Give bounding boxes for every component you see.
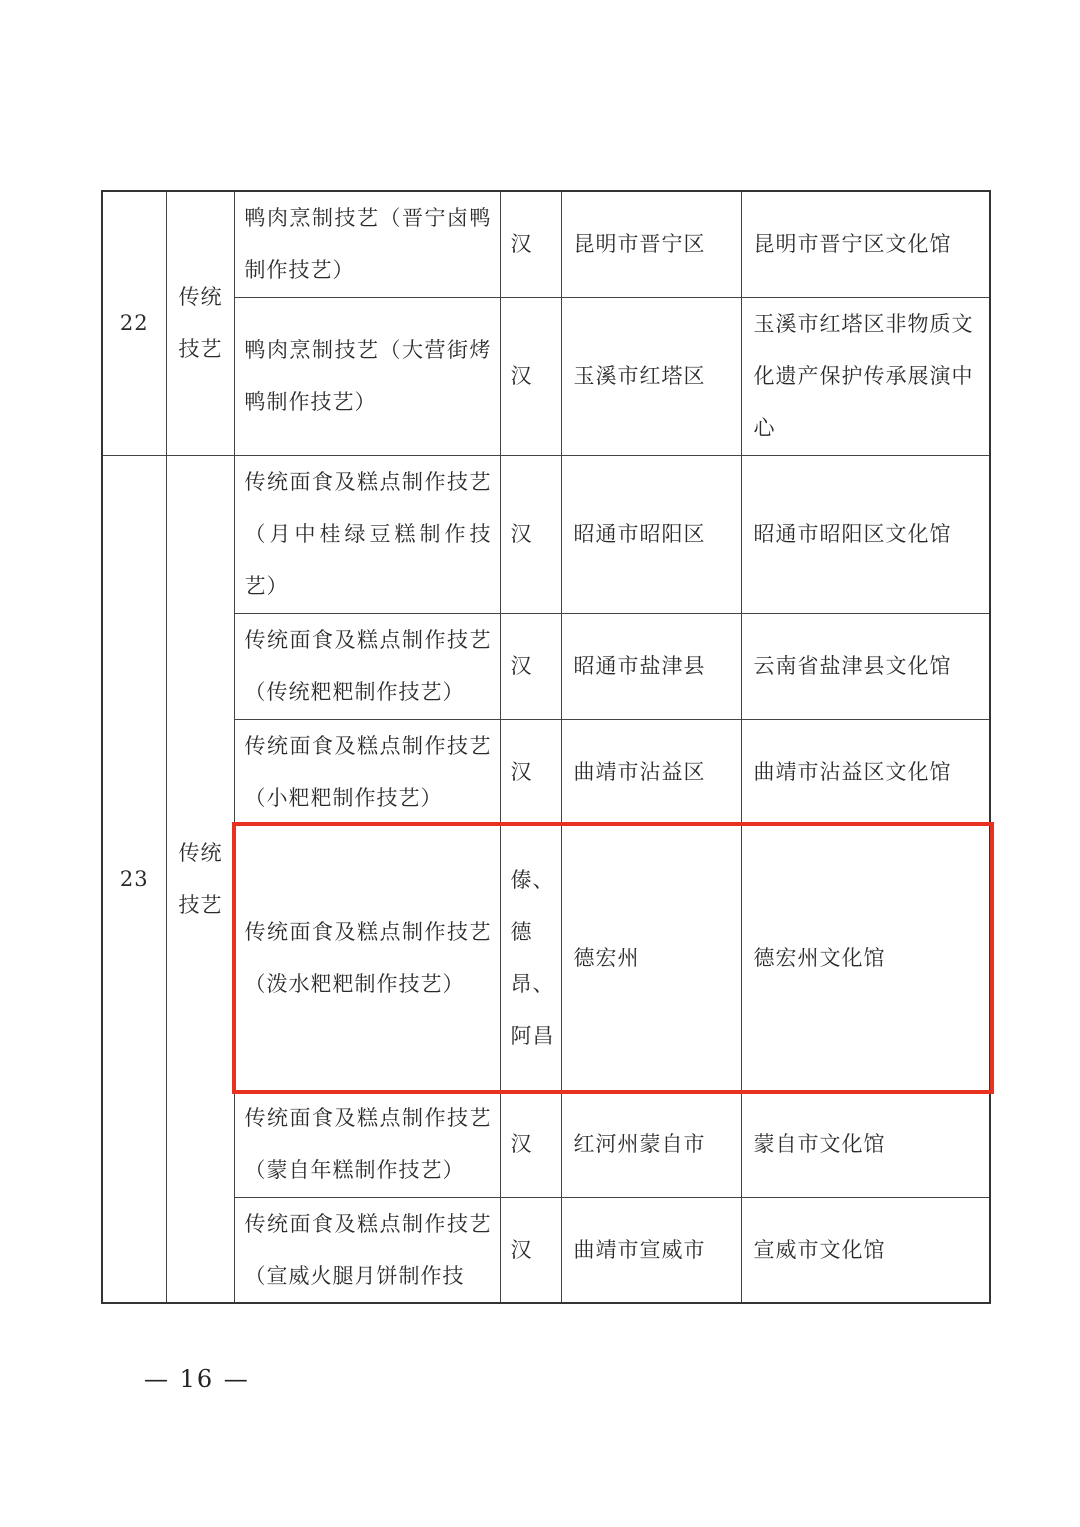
location: 昆明市晋宁区 <box>561 191 741 297</box>
organization: 德宏州文化馆 <box>741 825 990 1091</box>
item-name: 鸭肉烹制技艺（晋宁卤鸭制作技艺） <box>234 191 500 297</box>
page-number: — 16 — <box>144 1365 250 1393</box>
location: 曲靖市沾益区 <box>561 719 741 825</box>
item-name: 传统面食及糕点制作技艺（小粑粑制作技艺） <box>234 719 500 825</box>
ethnic-group: 汉 <box>500 455 561 613</box>
organization: 宣威市文化馆 <box>741 1197 990 1303</box>
ethnic-group: 汉 <box>500 719 561 825</box>
ethnic-group: 汉 <box>500 297 561 455</box>
ethnic-group: 汉 <box>500 1091 561 1197</box>
item-name: 传统面食及糕点制作技艺（宣威火腿月饼制作技 <box>234 1197 500 1303</box>
ethnic-group: 汉 <box>500 613 561 719</box>
group-category: 传统技艺 <box>166 191 234 455</box>
table-row <box>102 1197 990 1303</box>
location: 红河州蒙自市 <box>561 1091 741 1197</box>
item-name: 传统面食及糕点制作技艺（月中桂绿豆糕制作技艺） <box>234 455 500 613</box>
organization: 曲靖市沾益区文化馆 <box>741 719 990 825</box>
table-row <box>102 719 990 825</box>
table-row <box>102 297 990 455</box>
table-row-highlighted <box>102 825 990 1091</box>
organization: 蒙自市文化馆 <box>741 1091 990 1197</box>
group-category: 传统技艺 <box>166 455 234 1303</box>
item-name: 鸭肉烹制技艺（大营街烤鸭制作技艺） <box>234 297 500 455</box>
table-row <box>102 613 990 719</box>
ethnic-group: 汉 <box>500 191 561 297</box>
table-row <box>102 1091 990 1197</box>
location: 昭通市盐津县 <box>561 613 741 719</box>
item-name: 传统面食及糕点制作技艺（传统粑粑制作技艺） <box>234 613 500 719</box>
item-name: 传统面食及糕点制作技艺（泼水粑粑制作技艺） <box>234 825 500 1091</box>
location: 德宏州 <box>561 825 741 1091</box>
ethnic-group: 汉 <box>500 1197 561 1303</box>
organization: 云南省盐津县文化馆 <box>741 613 990 719</box>
item-name: 传统面食及糕点制作技艺（蒙自年糕制作技艺） <box>234 1091 500 1197</box>
organization: 玉溪市红塔区非物质文化遗产保护传承展演中心 <box>741 297 990 455</box>
table-row <box>102 455 990 613</box>
organization: 昭通市昭阳区文化馆 <box>741 455 990 613</box>
organization: 昆明市晋宁区文化馆 <box>741 191 990 297</box>
heritage-table <box>101 190 991 1304</box>
location: 昭通市昭阳区 <box>561 455 741 613</box>
table-row <box>102 191 990 297</box>
location: 玉溪市红塔区 <box>561 297 741 455</box>
group-number: 23 <box>102 455 166 1303</box>
ethnic-group: 傣、德昂、阿昌 <box>500 825 561 1091</box>
location: 曲靖市宣威市 <box>561 1197 741 1303</box>
group-number: 22 <box>102 191 166 455</box>
